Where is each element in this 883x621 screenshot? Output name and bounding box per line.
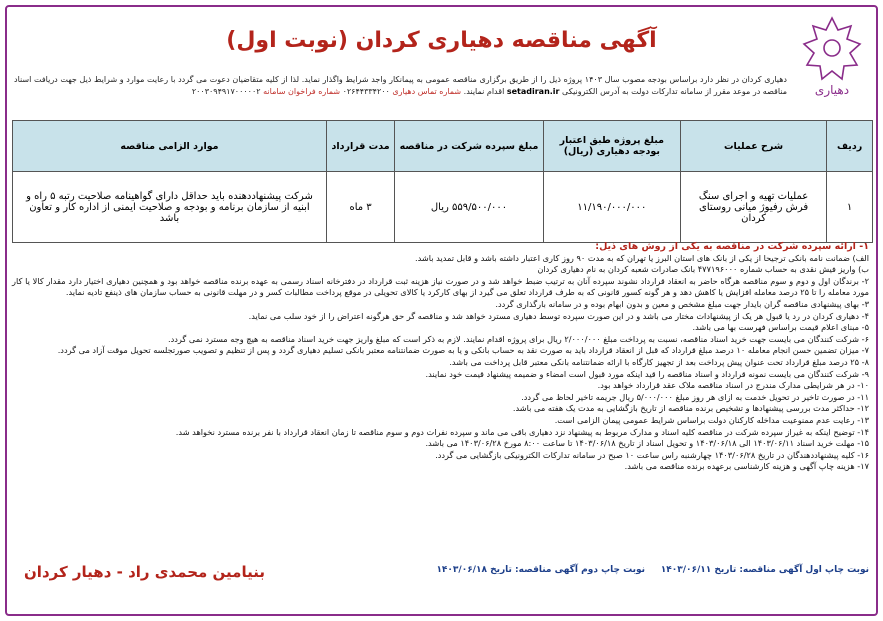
website-link[interactable]: setadiran.ir <box>506 87 560 96</box>
intro-text: دهیاری کردان در نظر دارد براساس بودجه مصوب سال ۱۴۰۳ پروژه ذیل را از طریق برگزاری مناقصه عمومی به پیمانکار واجد شرایط واگذار نماید. لذا از کلیه متقاضیان دعوت می گردد با رعایت موارد و شرایط ذیل جهت دریافت اسناد مناقصه در موعد مقرر از سامانه تدارکات دولت به آدرس الکترونیکی <box>14 75 787 96</box>
intro-paragraph <box>14 74 787 98</box>
call-label: شماره فراخوان سامانه <box>263 87 341 96</box>
call-number: ۲۰۰۳۰۹۴۹۱۷۰۰۰۰۰۲ <box>191 87 261 96</box>
condition-item: الف) ضمانت نامه بانکی ترجیحا از یکی از بانک های استان البرز یا تهران که به مدت ۹۰ روز کاری اعتبار داشته باشد و قابل تمدید باشد. <box>415 252 869 263</box>
header-budget: مبلغ پروژه طبق اعتبار بودجه دهیاری (ریال) <box>543 121 680 172</box>
cell-duration: ۳ ماه <box>326 172 394 243</box>
header-description: شرح عملیات <box>680 121 826 172</box>
svg-text:دهیاری: دهیاری <box>814 83 850 97</box>
header-duration: مدت قرارداد <box>326 121 394 172</box>
condition-item: ب) واریز فیش نقدی به حساب شماره ۴۷۷۱۹۶۰۰۰ بانک صادرات شعبه کردان به نام دهیاری کردان <box>537 264 869 275</box>
condition-item: ۱۶- کلیه پیشنهاددهندگان در تاریخ ۱۴۰۳/۰۶/۲۸ چهارشنبه راس ساعت ۱۰ صبح در سامانه تدارکات الکترونیکی بازگشایی می گردد. <box>435 449 869 460</box>
condition-item: ۳- بهای پیشنهادی مناقصه گران بایدار جهت مبلغ مشخص و معین و بدون ابهام بوده و در سامانه بارگذاری گردد. <box>495 298 869 309</box>
condition-item: ۱۰- در هر شرایطی مدارک مندرج در اسناد مناقصه ملاک عقد قرارداد خواهد بود. <box>597 380 869 391</box>
condition-item: ۱۷- هزینه چاپ آگهی و هزینه کارشناسی برعهده برنده مناقصه می باشد. <box>624 461 869 472</box>
condition-item: ۸- ۲۵ درصد مبلغ قرارداد تحت عنوان پیش پرداخت بعد از تجهیز کارگاه با ارائه ضمانتنامه بانکی معتبر قابل پرداخت می باشد. <box>449 356 869 367</box>
second-print-date: ۱۴۰۳/۰۶/۱۸ <box>436 565 487 575</box>
header-row-number: ردیف <box>827 121 873 172</box>
cell-budget: ۱۱/۱۹۰/۰۰۰/۰۰۰ <box>543 172 680 243</box>
cell-deposit: ۵۵۹/۵۰۰/۰۰۰ ریال <box>395 172 544 243</box>
second-print-label: نوبت چاپ دوم آگهی مناقصه: تاریخ <box>490 565 646 575</box>
dehyari-logo-icon <box>797 14 867 100</box>
conditions-list <box>12 241 869 473</box>
intro-after-site: اقدام نمایند. <box>463 87 505 96</box>
condition-item: ۱۱- در صورت تاخیر در تحویل خدمت به ازای هر روز مبلغ ۵/۰۰۰/۰۰۰ ریال جریمه تاخیر لحاظ می گردد. <box>521 391 869 402</box>
cell-requirements: شرکت پیشنهاددهنده باید حداقل دارای گواهینامه صلاحیت رتبه ۵ راه و ابنیه از سازمان برنامه و بودجه و صلاحیت ایمنی از اداره کار و تعاون باشد <box>13 172 327 243</box>
first-print-date: ۱۴۰۳/۰۶/۱۱ <box>660 565 712 575</box>
table-header-row <box>13 121 873 172</box>
condition-item: ۱۲- حداکثر مدت بررسی پیشنهادها و تشخیص برنده مناقصه از تاریخ بازگشایی به مدت یک هفته می باشد. <box>512 403 869 414</box>
condition-item: ۴- دهیاری کردان در رد یا قبول هر یک از پیشنهادات مختار می باشد و در این صورت سپرده توسط دهیاری مسترد خواهد شد و مناقصه گر حق هرگونه اعتراض را از خود سلب می نماید. <box>248 310 869 321</box>
condition-item: ۷- میزان تضمین حسن انجام معامله ۱۰ درصد مبلغ قرارداد که قبل از انعقاد قرارداد باید به صورت نقد به حساب بانکی و یا به صورت ضمانتنامه معتبر بانکی تسلیم دهیاری گردد و پس از تنظیم و تصویب صورتجلسه تحویل موقت آزاد می گردد. <box>57 345 869 356</box>
phone-number: ۰۲۶۴۴۳۳۴۲۰۰ <box>342 87 390 96</box>
condition-item: ۹- شرکت کنندگان می بایست نمونه قرارداد و اسناد مناقصه را قید اینکه مورد قبول است امضاء و ضمیمه پیشنهاد قیمت خود نمایند. <box>425 368 869 379</box>
header-requirements: موارد الزامی مناقصه <box>13 121 327 172</box>
footer <box>14 565 869 589</box>
print-dates <box>436 565 869 575</box>
first-print-label: نوبت چاپ اول آگهی مناقصه: تاریخ <box>714 565 869 575</box>
signature: بنیامین محمدی راد - دهیار کردان <box>24 563 265 581</box>
condition-item: ۱۵- مهلت خرید اسناد ۱۴۰۳/۰۶/۱۱ الی ۱۴۰۳/۰۶/۱۸ و تحویل اسناد از تاریخ ۱۴۰۳/۰۶/۱۸ تا ساعت ۸:۰۰ مورخ ۱۴۰۳/۰۶/۲۸ می باشد. <box>425 438 869 449</box>
condition-item: ۱۳- رعایت عدم ممنوعیت مداخله کارکنان دولت براساس شرایط عمومی پیمان الزامی است. <box>554 414 869 425</box>
cell-row-number: ۱ <box>827 172 873 243</box>
header-deposit: مبلغ سپرده شرکت در مناقصه <box>395 121 544 172</box>
condition-item: ۵- مبنای اعلام قیمت براساس فهرست بها می باشد. <box>692 322 869 333</box>
table-row <box>13 172 873 243</box>
section-heading: ۱- ارائه سپرده شرکت در مناقصه به یکی از روش های ذیل: <box>595 241 869 252</box>
condition-item: ۶- شرکت کنندگان می بایست جهت خرید اسناد مناقصه، نسبت به پرداخت مبلغ ۲/۰۰۰/۰۰۰ ریال برای پروژه اقدام نمایند. لازم به ذکر است که مبلغ واریز جهت خرید اسناد مناقصه به هیچ وجه مسترد نمی گردد. <box>168 333 869 344</box>
cell-description: عملیات تهیه و اجرای سنگ فرش رفیوژ میانی روستای کردان <box>680 172 826 243</box>
page-title: آگهی مناقصه دهیاری کردان (نوبت اول) <box>226 28 657 53</box>
phone-label: شماره تماس دهیاری <box>392 87 462 96</box>
condition-item: ۱۴- توضیح اینکه به غیراز سپرده شرکت در مناقصه کلیه اسناد و مدارک مربوط به پیشنهاد نزد دهیاری باقی می ماند و سپرده نفرات دوم و سوم مناقصه تا زمان انعقاد قرارداد با نفر برنده مسترد نخواهد شد. <box>175 426 869 437</box>
condition-item: ۲- برندگان اول و دوم و سوم مناقصه هرگاه حاضر به انعقاد قرارداد نشوند سپرده آنان به ترتیب ضبط خواهد شد و در صورت نیاز هزینه ثبت قرارداد در دفترخانه اسناد رسمی به عهده برنده مناقصه خواهد بود و همچنین دهیاری اختیار دارد مقدار کالا یا کار مورد معامله را تا ۲۵ درصد معامله افزایش یا کاهش دهد و هر گونه کسور قانونی که به طرف قرارداد تعلق می گیرد از بهای کارکرد یا کالای تحویلی در موقع پرداخت مطالبات کسر و در مهلت قانونی به حساب سازمان های ذینفع تادیه نماید. <box>12 275 869 298</box>
tender-table <box>12 120 873 243</box>
